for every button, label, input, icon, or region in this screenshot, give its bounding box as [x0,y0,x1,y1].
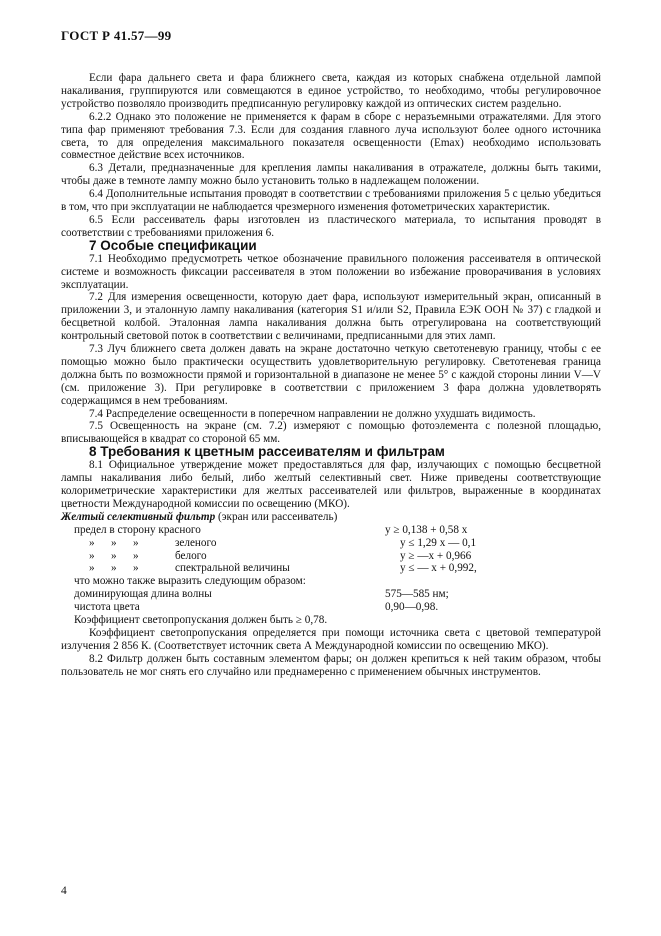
paragraph: Коэффициент светопропускания определяется при помощи источника света с цветовой температурой излучения 2 856 К. (Соответствует источник света А Международной комиссии по освещению МКО). [61,626,601,652]
ditto-mark: » [89,562,95,575]
page-number: 4 [61,885,67,897]
also-expressed-line: что можно также выразить следующим образом: [74,575,306,588]
limit-row [61,524,601,537]
document-header: ГОСТ Р 41.57—99 [61,28,172,43]
limit-row [61,550,601,563]
section-8-heading: 8 Требования к цветным рассеивателям и фильтрам [89,444,445,460]
document-body [61,72,601,679]
filter-title-suffix: (экран или рассеиватель) [215,510,338,523]
ditto-mark: » [111,562,117,575]
ditto-mark: » [133,536,139,549]
limit-label-cell [61,537,400,550]
limit-value: y ≤ 1,29 x — 0,1 [400,536,477,549]
ditto-mark: » [111,536,117,549]
property-row [61,601,601,614]
ditto-mark: » [133,549,139,562]
property-value: 575—585 нм; [385,588,449,601]
limit-label: предел в сторону красного [74,523,201,536]
property-label: доминирующая длина волны [74,588,212,601]
paragraph: 8.1 Официальное утверждение может предоставляться для фар, излучающих с помощью бесцветной лампы накаливания либо белый, либо желтый селективный свет. Ниже приведены соответствующие колориметрические характеристики для желтых рассеивателей или фильтров, выраженные в координатах цветности Международной комиссии по освещению (МКО). [61,459,601,510]
filter-heading [61,511,601,524]
paragraph: 7.2 Для измерения освещенности, которую дает фара, используют измерительный экран, описанный в приложении 3, и эталонную лампу накаливания (категория S1 и/или S2, Правила ЕЭК ООН № 37) с гладкой и бесцветной колбой. Эталонная лампа накаливания должна быть отрегулирована на соответствующий контрольный световой поток в соответствии с величинами, предписанными для этих ламп. [61,291,601,343]
paragraph: 6.5 Если рассеиватель фары изготовлен из пластического материала, то испытания проводят в соответствии с требованиями приложения 6. [61,213,601,239]
paragraph: 7.5 Освещенность на экране (см. 7.2) измеряют с помощью фотоэлемента с полезной площадью, вписывающейся в квадрат со стороной 65 мм. [61,420,601,446]
property-label: чистота цвета [74,601,140,614]
limit-row [61,562,601,575]
limit-label-cell [61,562,400,575]
ditto-mark: » [111,549,117,562]
paragraph: 7.3 Луч ближнего света должен давать на экране достаточно четкую светотеневую границу, чтобы с ее помощью можно было практически осуществить удовлетворительную регулировку. Светотеневая граница должна быть по возможности прямой и горизонтальной в диапазоне не менее 5° с каждой стороны линии V—V (см. приложение 3). При регулировке в соответствии с приложением 3 фара должна удовлетворять содержащимся в нем требованиям. [61,343,601,407]
paragraph: 6.4 Дополнительные испытания проводят в соответствии с требованиями приложения 5 с целью убедиться в том, что при эксплуатации не наблюдается чрезмерного изменения фотометрических характеристик. [61,188,601,214]
limit-label: спектральной величины [175,562,290,575]
paragraph: 6.2.2 Однако это положение не применяется к фарам в сборе с неразъемными отражателями. Для этого типа фар применяют требования 7.3. Если для создания главного луча используют более одного источника света, то для определения максимального показателя освещенности (Emax) необходимо использовать совместное действие всех источников. [61,110,601,162]
limit-value: y ≥ 0,138 + 0,58 x [385,523,468,536]
transmission-requirement: Коэффициент светопропускания должен быть ≥ 0,78. [74,614,328,627]
limit-label: белого [175,549,207,562]
filter-title: Желтый селективный фильтр [61,510,216,523]
limit-label: зеленого [175,536,217,549]
ditto-mark: » [89,549,95,562]
section-7-heading: 7 Особые спецификации [89,237,257,253]
limit-row [61,537,601,550]
limit-label-cell [61,550,400,563]
ditto-mark: » [89,536,95,549]
paragraph: 7.1 Необходимо предусмотреть четкое обозначение правильного положения рассеивателя в оптической системе и возможность фиксации рассеивателя в этом положении во избежание проворачивания в условиях эксплуатации. [61,252,601,291]
paragraph: 7.4 Распределение освещенности в поперечном направлении не должно ухудшать видимость. [89,407,536,420]
property-row [61,588,601,601]
paragraph: Если фара дальнего света и фара ближнего света, каждая из которых снабжена отдельной лампой накаливания, группируются или совмещаются в единое устройство, то необходимо, чтобы регулировочное устройство позволяло производить предписанную регулировку каждой из оптических систем раздельно. [61,72,601,110]
limit-value: y ≤ — x + 0,992, [400,562,477,575]
paragraph: 8.2 Фильтр должен быть составным элементом фары; он должен крепиться к ней таким образом, чтобы пользователь не мог снять его случайно или преднамеренно с применением обычных инструментов. [61,652,601,678]
paragraph: 6.3 Детали, предназначенные для крепления лампы накаливания в отражателе, должны быть такими, чтобы даже в темноте лампу можно было установить только в надлежащем положении. [61,162,601,188]
limit-value: y ≥ —x + 0,966 [400,549,472,562]
ditto-mark: » [133,562,139,575]
property-value: 0,90—0,98. [385,601,439,614]
